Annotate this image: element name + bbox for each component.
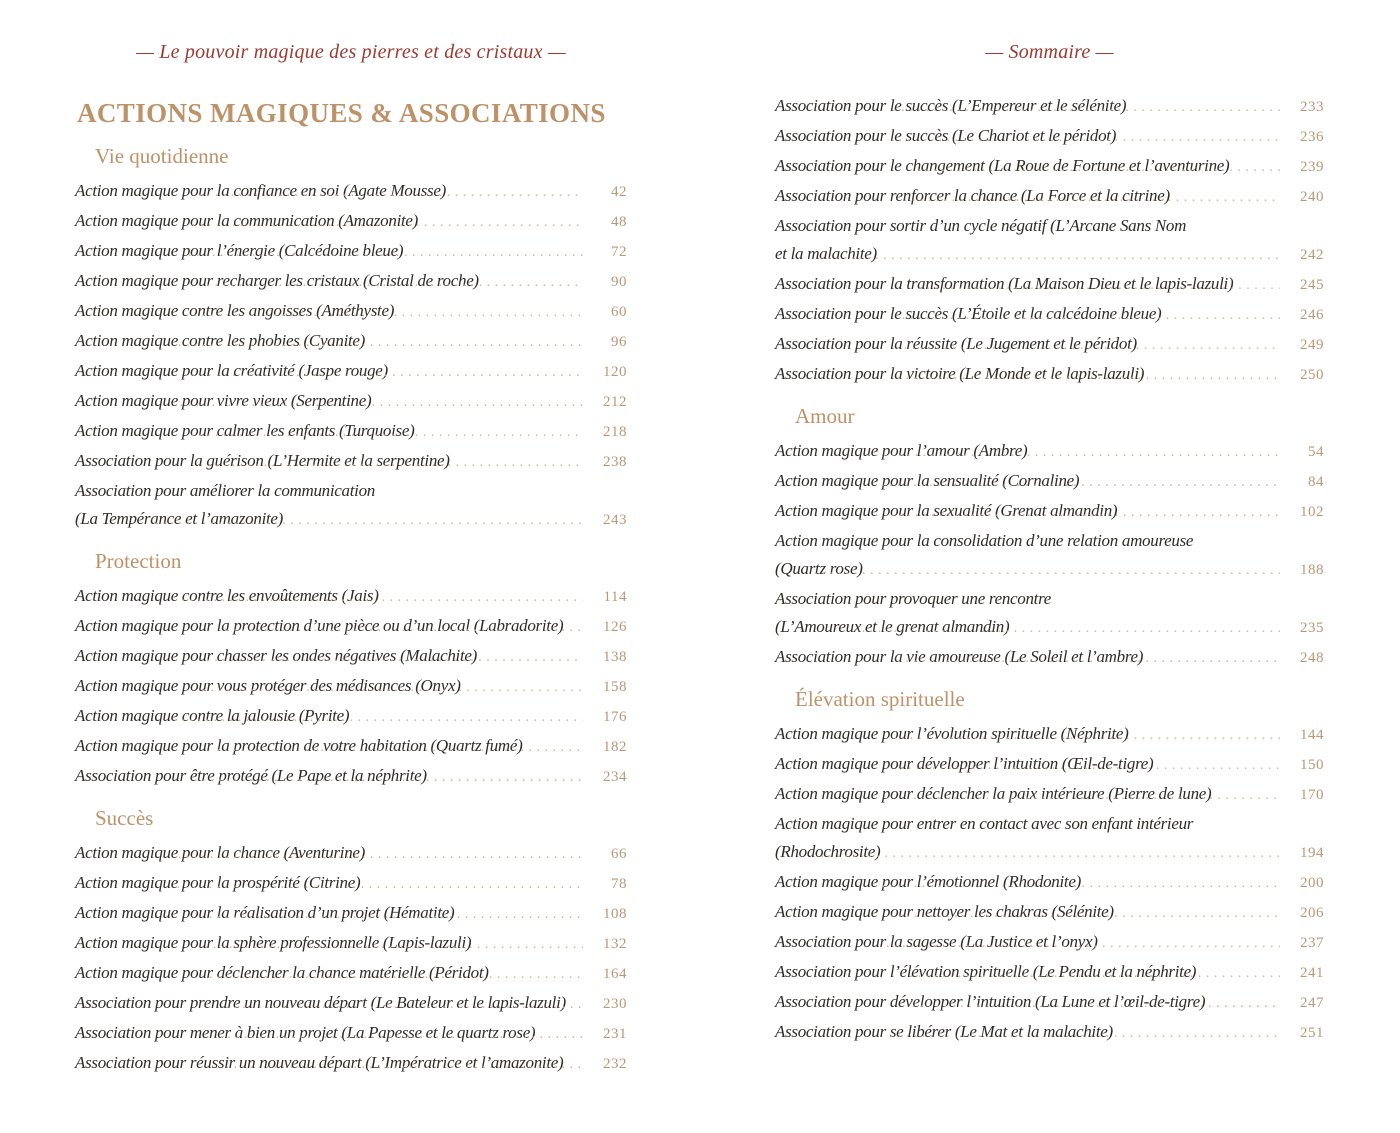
toc-entry-row (775, 467, 1324, 497)
toc-entry (75, 959, 627, 989)
dot-leader (226, 989, 583, 1019)
toc-entry-row (75, 237, 627, 267)
page-number: 248 (1300, 650, 1324, 666)
toc-entry-text: Association pour le succès (Le Chariot et le péridot) (775, 126, 1117, 145)
toc-entry (75, 762, 627, 792)
dot-leader (902, 300, 1280, 330)
toc-entry (75, 672, 627, 702)
toc-entry-row (75, 447, 627, 477)
dot-leader (178, 327, 583, 357)
toc-column-left (75, 144, 627, 1079)
toc-entry (775, 467, 1324, 497)
toc-entry-row (775, 958, 1324, 988)
toc-entry-text: Action magique pour la créativité (Jaspe rouge) (75, 361, 388, 380)
dot-leader (897, 643, 1280, 673)
toc-entry (775, 643, 1324, 673)
page-number: 164 (603, 966, 627, 982)
toc-entry-text: Association pour la guérison (L’Hermite et la serpentine) (75, 451, 450, 470)
page-number: 48 (611, 214, 627, 230)
toc-entry (775, 270, 1324, 300)
toc-entry-text: Action magique pour la sphère professionnelle (Lapis-lazuli) (75, 933, 472, 952)
toc-column-right (775, 92, 1324, 1048)
dot-leader (192, 207, 583, 237)
toc-entry-row (775, 360, 1324, 390)
dot-leader (217, 732, 583, 762)
toc-entry (775, 810, 1324, 868)
page-number: 242 (1300, 247, 1324, 263)
page-number: 240 (1300, 189, 1324, 205)
toc-entry-text: et la malachite) (775, 244, 877, 263)
dot-leader (886, 928, 1280, 958)
page-number: 234 (603, 769, 627, 785)
toc-entry-text: (La Tempérance et l’amazonite) (75, 509, 284, 528)
toc-entry-text: Association pour le succès (L’Étoile et la calcédoine bleue) (775, 304, 1162, 323)
dot-leader (882, 868, 1280, 898)
toc-entry-row (75, 207, 627, 237)
toc-entry (775, 585, 1324, 643)
left-running-header: — Le pouvoir magique des pierres et des cristaux — (136, 41, 566, 63)
dot-leader (896, 330, 1280, 360)
dot-leader (894, 720, 1280, 750)
toc-entry-row (75, 387, 627, 417)
toc-entry-text: Association pour la victoire (Le Monde et le lapis-lazuli) (775, 364, 1145, 383)
toc-entry (75, 267, 627, 297)
toc-entry-text: Association pour développer l’intuition (La Lune et l’œil-de-tigre) (775, 992, 1206, 1011)
page-number: 158 (603, 679, 627, 695)
toc-entry (75, 447, 627, 477)
right-page (775, 38, 1324, 1048)
toc-entry-text: Action magique pour l’évolution spirituelle (Néphrite) (775, 724, 1129, 743)
toc-entry-text: Action magique contre les phobies (Cyanite) (75, 331, 366, 350)
dot-leader (200, 447, 583, 477)
toc-entry (75, 582, 627, 612)
toc-entry-text: Action magique pour la réalisation d’un projet (Hématite) (75, 903, 455, 922)
dot-leader (206, 642, 583, 672)
page-title: ACTIONS MAGIQUES & ASSOCIATIONS (77, 98, 606, 128)
toc-entry-row (775, 838, 1324, 868)
page-number: 247 (1300, 995, 1324, 1011)
toc-entry (75, 207, 627, 237)
toc-entry-row (775, 330, 1324, 360)
toc-entry-row (775, 613, 1324, 643)
toc-entry-row (775, 780, 1324, 810)
toc-entry (75, 869, 627, 899)
toc-entry (775, 212, 1324, 270)
toc-entry (775, 330, 1324, 360)
toc-entry (75, 327, 627, 357)
toc-entry (775, 360, 1324, 390)
toc-entry-text: (Rhodochrosite) (775, 842, 881, 861)
dot-leader (862, 613, 1280, 643)
toc-entry-row (775, 122, 1324, 152)
toc-entry-row (775, 240, 1324, 270)
page-number: 144 (1300, 727, 1324, 743)
toc-entry-text: Association pour améliorer la communication (75, 481, 375, 500)
toc-entry (75, 1019, 627, 1049)
toc-entry-row (75, 869, 627, 899)
toc-entry-text: Association pour se libérer (Le Mat et la malachite) (775, 1022, 1113, 1041)
toc-entry-text: Action magique pour la protection d’une pièce ou d’un local (Labradorite) (75, 616, 564, 635)
page-number: 249 (1300, 337, 1324, 353)
toc-entry-row (775, 928, 1324, 958)
page-number: 120 (603, 364, 627, 380)
toc-entry (775, 1018, 1324, 1048)
toc-entry (75, 929, 627, 959)
toc-entry (775, 750, 1324, 780)
toc-entry-text: Action magique pour vous protéger des médisances (Onyx) (75, 676, 461, 695)
toc-entry (75, 612, 627, 642)
page-number: 250 (1300, 367, 1324, 383)
dot-leader (191, 417, 583, 447)
page-number: 206 (1300, 905, 1324, 921)
toc-entry-text: Association pour renforcer la chance (La Force et la citrine) (775, 186, 1170, 205)
page-number: 238 (603, 454, 627, 470)
page-number: 218 (603, 424, 627, 440)
toc-entry-row (775, 300, 1324, 330)
dot-leader (912, 988, 1280, 1018)
dot-leader (219, 1019, 583, 1049)
toc-entry (775, 868, 1324, 898)
dot-leader (180, 387, 583, 417)
left-page (75, 38, 627, 1079)
toc-entry-text: Association pour être protégé (Le Pape et la néphrite) (75, 766, 427, 785)
toc-entry-row (775, 437, 1324, 467)
toc-entry-text: Association pour prendre un nouveau départ (Le Bateleur et le lapis-lazuli) (75, 993, 566, 1012)
page-number: 200 (1300, 875, 1324, 891)
page-number: 78 (611, 876, 627, 892)
toc-entry-text: Action magique pour développer l’intuition (Œil-de-tigre) (775, 754, 1154, 773)
toc-entry-row (775, 750, 1324, 780)
page-number: 150 (1300, 757, 1324, 773)
toc-entry-text: Association pour le changement (La Roue de Fortune et l’aventurine) (775, 156, 1230, 175)
toc-entry-text: Action magique pour la sensualité (Cornaline) (775, 471, 1080, 490)
page-number: 66 (611, 846, 627, 862)
toc-entry-row (75, 1019, 627, 1049)
toc-entry-text: Action magique pour la confiance en soi (Agate Mousse) (75, 181, 446, 200)
toc-entry (775, 988, 1324, 1018)
dot-leader (205, 929, 583, 959)
toc-entry-text: Action magique pour calmer les enfants (Turquoise) (75, 421, 415, 440)
page-number: 251 (1300, 1025, 1324, 1041)
page-number: 239 (1300, 159, 1324, 175)
page-number: 132 (603, 936, 627, 952)
page-number: 230 (603, 996, 627, 1012)
page-number: 126 (603, 619, 627, 635)
page-number: 60 (611, 304, 627, 320)
dot-leader (177, 869, 583, 899)
toc-entry-text: Action magique pour l’amour (Ambre) (775, 441, 1028, 460)
toc-entry-text: Association pour mener à bien un projet (La Papesse et le quartz rose) (75, 1023, 536, 1042)
dot-leader (194, 762, 583, 792)
page-number: 246 (1300, 307, 1324, 323)
toc-entry-text: (Quartz rose) (775, 559, 863, 578)
page-number: 245 (1300, 277, 1324, 293)
toc-entry-text: Action magique contre les angoisses (Améthyste) (75, 301, 395, 320)
toc-entry-text: Association pour réussir un nouveau départ (L’Impératrice et l’amazonite) (75, 1053, 564, 1072)
toc-entry-text: Action magique pour déclencher la paix intérieure (Pierre de lune) (775, 784, 1212, 803)
toc-entry (775, 122, 1324, 152)
page-number: 90 (611, 274, 627, 290)
page-number: 114 (603, 589, 627, 605)
dot-leader (890, 898, 1280, 928)
toc-entry-text: Action magique pour l’émotionnel (Rhodonite) (775, 872, 1081, 891)
toc-entry (775, 182, 1324, 212)
toc-entry-row (75, 357, 627, 387)
toc-entry (775, 720, 1324, 750)
dot-leader (199, 177, 583, 207)
dot-leader (201, 899, 583, 929)
toc-entry (75, 297, 627, 327)
toc-entry-row (775, 555, 1324, 585)
toc-entry-row (75, 417, 627, 447)
toc-entry-row (75, 582, 627, 612)
dot-leader (891, 122, 1280, 152)
dot-leader (226, 1049, 584, 1079)
toc-entry-row (75, 297, 627, 327)
toc-entry-row (75, 505, 627, 535)
toc-entry-text: Action magique pour entrer en contact avec son enfant intérieur (775, 814, 1194, 833)
dot-leader (918, 270, 1280, 300)
toc-entry-row (75, 929, 627, 959)
page-number: 182 (603, 739, 627, 755)
toc-entry-row (75, 177, 627, 207)
toc-entry-text: Action magique pour la consolidation d’une relation amoureuse (775, 531, 1194, 550)
section-heading: Succès (95, 806, 154, 830)
dot-leader (900, 750, 1280, 780)
toc-entry (75, 702, 627, 732)
section-heading: Amour (795, 404, 855, 428)
toc-entry-row (775, 92, 1324, 122)
toc-entry (75, 237, 627, 267)
toc-entry (75, 839, 627, 869)
toc-entry-text: Association pour le succès (L’Empereur et le sélénite) (775, 96, 1127, 115)
dot-leader (891, 497, 1280, 527)
toc-entry-row (75, 267, 627, 297)
page-number: 194 (1300, 845, 1324, 861)
dot-leader (814, 555, 1280, 585)
toc-entry-row (775, 868, 1324, 898)
toc-entry (75, 177, 627, 207)
toc-entry-row (775, 182, 1324, 212)
toc-entry (75, 989, 627, 1019)
toc-entry (75, 477, 627, 535)
page-number: 233 (1300, 99, 1324, 115)
toc-entry (75, 1049, 627, 1079)
page-number: 84 (1308, 474, 1324, 490)
toc-entry-text: Action magique pour la chance (Aventurine) (75, 843, 366, 862)
toc-entry (75, 387, 627, 417)
toc-entry-row (75, 702, 627, 732)
dot-leader (904, 182, 1280, 212)
toc-entry-row (775, 643, 1324, 673)
dot-leader (154, 505, 583, 535)
section-heading: Vie quotidienne (95, 144, 229, 168)
toc-entry-text: Action magique pour nettoyer les chakras (Sélénite) (775, 902, 1114, 921)
toc-entry-row (75, 839, 627, 869)
toc-entry-row (775, 270, 1324, 300)
toc-entry-text: Action magique pour la prospérité (Citrine) (75, 873, 361, 892)
dot-leader (917, 152, 1280, 182)
dot-leader (186, 297, 583, 327)
dot-leader (178, 839, 583, 869)
toc-entry-text: Association pour la transformation (La Maison Dieu et le lapis-lazuli) (775, 274, 1234, 293)
toc-entry (75, 357, 627, 387)
toc-entry-text: (L’Amoureux et le grenat almandin) (775, 617, 1010, 636)
dot-leader (867, 437, 1280, 467)
dot-leader (184, 357, 583, 387)
section-heading: Élévation spirituelle (795, 687, 965, 711)
dot-leader (881, 467, 1280, 497)
toc-entry-text: Action magique pour l’énergie (Calcédoine bleue) (75, 241, 404, 260)
dot-leader (898, 360, 1280, 390)
page-number: 243 (603, 512, 627, 528)
dot-leader (188, 237, 583, 267)
dot-leader (174, 702, 583, 732)
dot-leader (890, 1018, 1280, 1048)
toc-entry (775, 152, 1324, 182)
toc-entry-row (75, 899, 627, 929)
dot-leader (202, 672, 583, 702)
toc-entry-row (75, 732, 627, 762)
toc-entry-row (75, 672, 627, 702)
toc-entry-row (75, 642, 627, 672)
toc-entry-row (775, 1018, 1324, 1048)
toc-entry-text: Association pour la sagesse (La Justice et l’onyx) (775, 932, 1098, 951)
dot-leader (207, 267, 583, 297)
toc-entry-text: Association pour sortir d’un cycle négatif (L’Arcane Sans Nom (775, 216, 1187, 235)
toc-entry (75, 899, 627, 929)
toc-entry-text: Action magique pour recharger les cristaux (Cristal de roche) (75, 271, 479, 290)
page-number: 241 (1300, 965, 1324, 981)
dot-leader (910, 958, 1280, 988)
toc-entry-text: Association pour l’élévation spirituelle (Le Pendu et la néphrite) (775, 962, 1197, 981)
toc-entry (775, 437, 1324, 467)
toc-entry-row (775, 497, 1324, 527)
toc-entry (775, 958, 1324, 988)
toc-entry-row (75, 989, 627, 1019)
toc-entry-row (775, 988, 1324, 1018)
toc-entry (775, 300, 1324, 330)
page-number: 176 (603, 709, 627, 725)
page-number: 54 (1308, 444, 1324, 460)
section-heading: Protection (95, 549, 182, 573)
page-number: 138 (603, 649, 627, 665)
page-number: 236 (1300, 129, 1324, 145)
toc-entry (75, 732, 627, 762)
toc-entry (775, 780, 1324, 810)
page-number: 237 (1300, 935, 1324, 951)
dot-leader (182, 582, 583, 612)
page-number: 231 (603, 1026, 627, 1042)
dot-leader (820, 838, 1280, 868)
toc-entry-text: Action magique contre les envoûtements (Jais) (75, 586, 379, 605)
page-number: 42 (611, 184, 627, 200)
toc-entry-text: Action magique pour vivre vieux (Serpentine) (75, 391, 372, 410)
right-running-header: — Sommaire — (985, 41, 1114, 63)
page-number: 96 (611, 334, 627, 350)
toc-entry (775, 928, 1324, 958)
toc-entry-text: Action magique pour déclencher la chance matérielle (Péridot) (75, 963, 489, 982)
toc-entry-row (75, 612, 627, 642)
dot-leader (209, 959, 583, 989)
toc-entry-text: Association pour provoquer une rencontre (775, 589, 1052, 608)
page-number: 72 (611, 244, 627, 260)
toc-entry (75, 642, 627, 672)
page-number: 170 (1300, 787, 1324, 803)
page-number: 232 (603, 1056, 627, 1072)
page-number: 102 (1300, 504, 1324, 520)
page-number: 188 (1300, 562, 1324, 578)
toc-entry (775, 527, 1324, 585)
dot-leader (893, 92, 1280, 122)
toc-entry-text: Action magique pour la sexualité (Grenat almandin) (775, 501, 1118, 520)
page-number: 235 (1300, 620, 1324, 636)
toc-entry-row (75, 762, 627, 792)
toc-entry-row (775, 898, 1324, 928)
toc-entry-row (75, 1049, 627, 1079)
toc-entry-row (775, 720, 1324, 750)
toc-entry-row (75, 959, 627, 989)
toc-entry-text: Action magique contre la jalousie (Pyrite) (75, 706, 350, 725)
page-number: 108 (603, 906, 627, 922)
dot-leader (819, 240, 1280, 270)
toc-entry (775, 497, 1324, 527)
toc-entry (775, 92, 1324, 122)
toc-entry-row (775, 152, 1324, 182)
toc-entry-text: Action magique pour la protection de votre habitation (Quartz fumé) (75, 736, 523, 755)
toc-entry-row (75, 327, 627, 357)
page-number: 212 (603, 394, 627, 410)
dot-leader (913, 780, 1280, 810)
toc-entry-text: Association pour la vie amoureuse (Le Soleil et l’ambre) (775, 647, 1144, 666)
toc-entry-text: Association pour la réussite (Le Jugement et le péridot) (775, 334, 1137, 353)
toc-entry (775, 898, 1324, 928)
toc-entry-text: Action magique pour la communication (Amazonite) (75, 211, 419, 230)
dot-leader (225, 612, 583, 642)
toc-entry (75, 417, 627, 447)
toc-entry-text: Action magique pour chasser les ondes négatives (Malachite) (75, 646, 478, 665)
